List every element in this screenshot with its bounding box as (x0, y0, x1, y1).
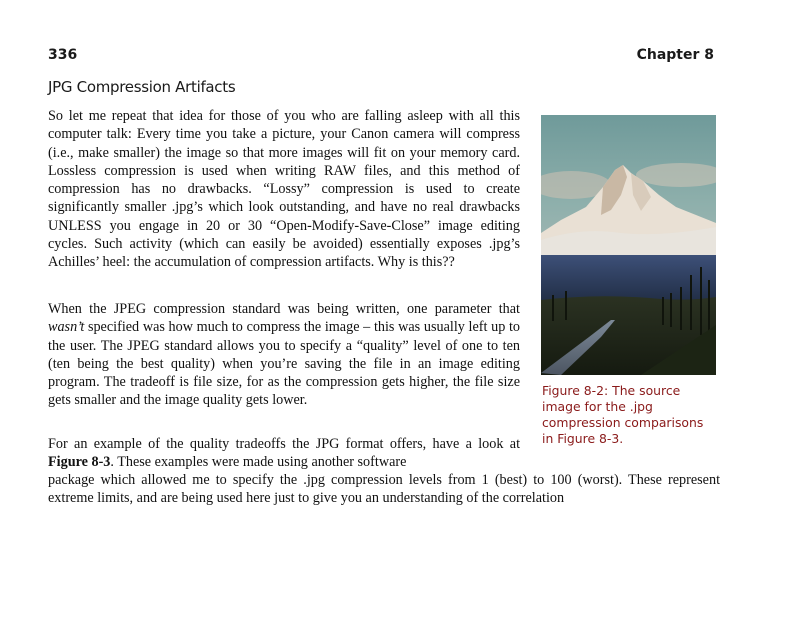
figure-reference: Figure 8-3 (48, 454, 111, 471)
paragraph-2-line: as the compression gets higher, the file size gets smaller and the image (48, 374, 520, 409)
figure-caption (542, 383, 717, 447)
paragraph-1-line: (which can easily be avoided) essentially exposes .jpg’s Achilles’ heel: (48, 236, 520, 271)
paragraph-1-line: outstanding, and have no real drawbacks UNLESS you engage in 20 or (48, 199, 520, 234)
figure-caption-text: The source image for the .jpg compression comparisons in Figure 8-3. (542, 383, 704, 446)
paragraph-1-line: the accumulation of compression artifacts. Why is this?? (133, 254, 455, 271)
paragraph-3-line-post: . These examples were made using another software (110, 454, 407, 471)
paragraph-3-line: package which allowed me to specify the .jpg compression levels from 1 (best) to 100 (worst). These (48, 472, 662, 488)
section-heading: JPG Compression Artifacts (48, 78, 236, 96)
paragraph-2 (48, 300, 520, 410)
paragraph-2-line-pre: that (498, 301, 520, 317)
paragraph-3 (48, 435, 520, 472)
figure-label: Figure 8-2: (542, 383, 609, 398)
paragraph-1-line: 30 “Open-Modify-Save-Close” image editing cycles. Such activity (48, 217, 520, 253)
emphasis-wasnt: wasn’t (48, 319, 85, 336)
paragraph-2-line: When the JPEG compression standard was being written, one parameter (48, 301, 492, 317)
paragraph-1-line: this computer talk: Every time you take a picture, your Canon camera (48, 108, 521, 143)
paragraph-3-line-pre: look at (478, 436, 521, 452)
paragraph-2-line-post: specified was how much to compress the image – this was (84, 319, 421, 336)
paragraph-2-line: quality gets lower. (202, 392, 308, 409)
chapter-label: Chapter 8 (636, 47, 714, 63)
paragraph-1-line: files, and this method of compression has no drawbacks. “Lossy” (48, 162, 520, 198)
paragraph-1-line: will compress (i.e., make smaller) the image so that more images will fit (48, 126, 521, 161)
paragraph-1-line: So let me repeat that idea for those of you who are falling asleep with all (48, 108, 494, 124)
page-number: 336 (48, 47, 78, 63)
mountain-photo (541, 115, 716, 375)
paragraph-3-line: represent extreme limits, and are being used here just to give you an understanding of the correlation (48, 472, 721, 507)
paragraph-3-line: For an example of the quality tradeoffs the JPG format offers, have a (48, 436, 472, 452)
paragraph-3-continued (48, 471, 720, 508)
paragraph-1-line: on your memory card. Lossless compression is used when writing RAW (48, 144, 521, 179)
paragraph-2-line: saving the file in an image editing program. The tradeoff is file size, for (48, 355, 520, 391)
paragraph-2-line: usually left up to the user. The JPEG standard allows you to specify a (48, 319, 521, 354)
paragraph-1-line: compression is used to create significantly smaller .jpg’s which look (48, 181, 521, 216)
paragraph-2-line: “quality” level of one to ten (ten being the best quality) when you’re (48, 337, 521, 372)
paragraph-1 (48, 107, 520, 272)
